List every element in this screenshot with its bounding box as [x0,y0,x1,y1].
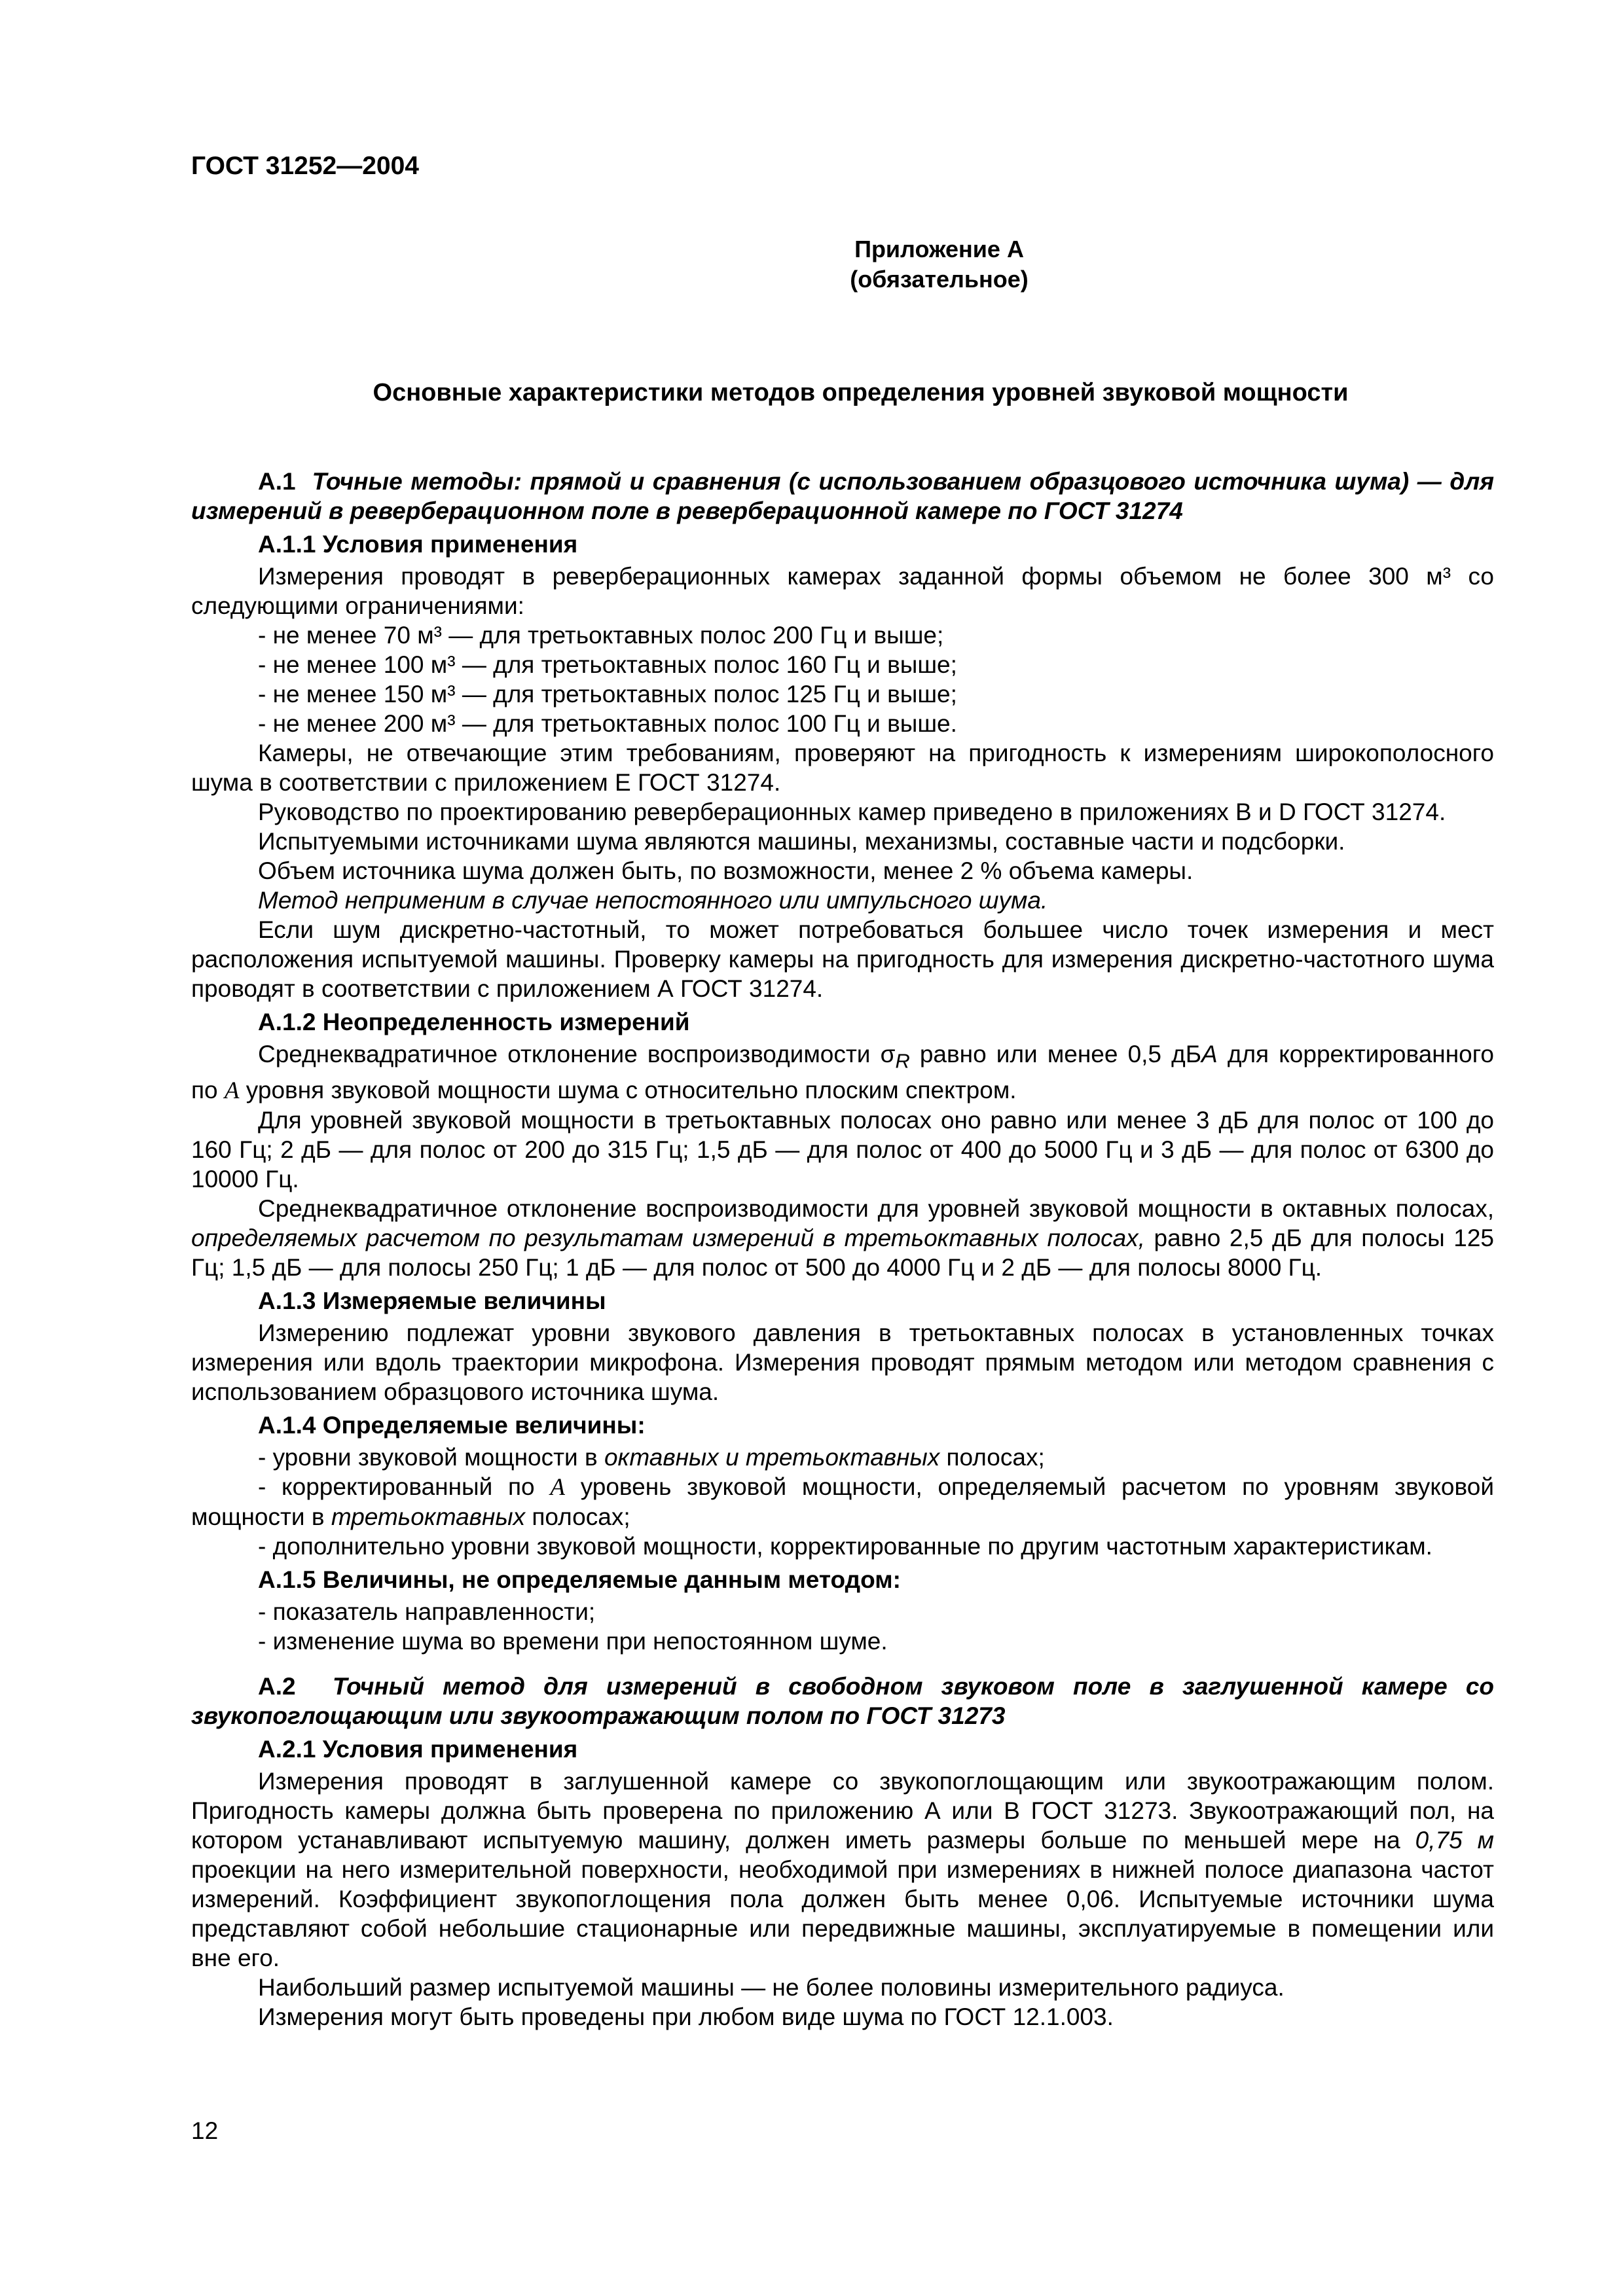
paragraph: Среднеквадратичное отклонение воспроизводимости для уровней звуковой мощности в октавных полосах, определяемых расчетом по результатам измерений в третьоктавных полосах, равно 2,5 дБ для полосы 125 Гц; 1,5 дБ — для полосы 250 Гц; 1 дБ — для полос от 500 до 4000 Гц и 2 дБ — для полосы 8000 Гц. [191,1195,1494,1282]
list-item: - уровни звуковой мощности в октавных и третьоктавных полосах; [258,1444,1045,1471]
paragraph: Измерения проводят в заглушенной камере со звукопоглощающим или звукоотражающим полом. Пригодность камеры должна быть проверена по приложению А или В ГОСТ 31273. Звукоотражающий пол, на котором устанавливают испытуемую машину, должен иметь размеры больше по меньшей мере на 0,75 м проекции на него измерительной поверхности, необходимой при измерениях в нижней полосе диапазона частот измерений. Коэффициент звукопоглощения пола должен быть менее 0,06. Испытуемые источники шума представляют собой небольшие стационарные или передвижные машины, эксплуатируемые в помещении или вне его. [191,1768,1494,1972]
annex-status: (обязательное) [850,266,1029,293]
paragraph: Руководство по проектированию реверберационных камер приведено в приложениях В и D ГОСТ 31274. [258,798,1446,825]
annex-title: Приложение А [854,236,1024,262]
list-item: - не менее 100 м³ — для третьоктавных полос 160 Гц и выше; [258,651,957,678]
list-item: - изменение шума во времени при непостоянном шуме. [258,1628,888,1655]
paragraph: Метод неприменим в случае непостоянного или импульсного шума. [258,887,1048,914]
paragraph: Объем источника шума должен быть, по возможности, менее 2 % объема камеры. [258,857,1194,884]
list-item: - дополнительно уровни звуковой мощности, корректированные по другим частотным характеристикам. [258,1533,1432,1560]
section-a13-heading: А.1.3 Измеряемые величины [258,1287,606,1315]
paragraph: Камеры, не отвечающие этим требованиям, проверяют на пригодность к измерениям широкополосного шума в соответствии с приложением Е ГОСТ 31274. [191,740,1494,796]
list-item: - не менее 200 м³ — для третьоктавных полос 100 Гц и выше. [258,710,957,737]
paragraph: Испытуемыми источниками шума являются машины, механизмы, составные части и подсборки. [258,828,1345,855]
paragraph: Измерению подлежат уровни звукового давления в третьоктавных полосах в установленных точках измерения или вдоль траектории микрофона. Измерения проводят прямым методом или методом сравнения с использованием образцового источника шума. [191,1319,1494,1406]
paragraph: Если шум дискретно-частотный, то может потребоваться большее число точек измерения и мест расположения испытуемой машины. Проверку камеры на пригодность для измерения дискретно-частотного шума проводят в соответствии с приложением А ГОСТ 31274. [191,916,1494,1002]
section-a11-heading: А.1.1 Условия применения [258,531,578,558]
section-a21-heading: А.2.1 Условия применения [258,1736,578,1763]
list-item: - корректированный по A уровень звуковой мощности, определяемый расчетом по уровням звуковой мощности в третьоктавных полосах; [191,1473,1494,1531]
standard-header: ГОСТ 31252—2004 [191,152,419,180]
document-body [191,461,1494,2032]
section-a12-heading: А.1.2 Неопределенность измерений [258,1009,690,1035]
section-a1-heading: А.1 Точные методы: прямой и сравнения (с использованием образцового источника шума) — для измерений в реверберационном поле в реверберационной камере по ГОСТ 31274 [191,468,1494,524]
section-a15-heading: А.1.5 Величины, не определяемые данным методом: [258,1566,901,1594]
paragraph: Среднеквадратичное отклонение воспроизводимости $\sigma_R$ равно или менее 0,5 дБА для корректированного по A уровня звуковой мощности шума с относительно плоским спектром. [191,1041,1495,1105]
paragraph: Для уровней звуковой мощности в третьоктавных полосах оно равно или менее 3 дБ для полос от 100 до 160 Гц; 2 дБ — для полос от 200 до 315 Гц; 1,5 дБ — для полос от 400 до 5000 Гц и 3 дБ — для полос от 6300 до 10000 Гц. [191,1107,1494,1193]
paragraph: Измерения проводят в реверберационных камерах заданной формы объемом не более 300 м³ со следующими ограничениями: [191,563,1494,619]
paragraph: Наибольший размер испытуемой машины — не более половины измерительного радиуса. [258,1974,1285,2001]
main-title: Основные характеристики методов определения уровней звуковой мощности [373,379,1349,406]
page-number: 12 [191,2117,219,2144]
section-a2-heading: А.2 Точный метод для измерений в свободном звуковом поле в заглушенной камере со звукопоглощающим или звукоотражающим полом по ГОСТ 31273 [191,1673,1495,1730]
section-a14-heading: А.1.4 Определяемые величины: [258,1412,646,1439]
list-item: - показатель направленности; [258,1598,596,1626]
paragraph: Измерения могут быть проведены при любом виде шума по ГОСТ 12.1.003. [258,2003,1114,2031]
list-item: - не менее 150 м³ — для третьоктавных полос 125 Гц и выше; [258,681,957,708]
list-item: - не менее 70 м³ — для третьоктавных полос 200 Гц и выше; [258,622,944,649]
annex-heading [0,234,1623,295]
